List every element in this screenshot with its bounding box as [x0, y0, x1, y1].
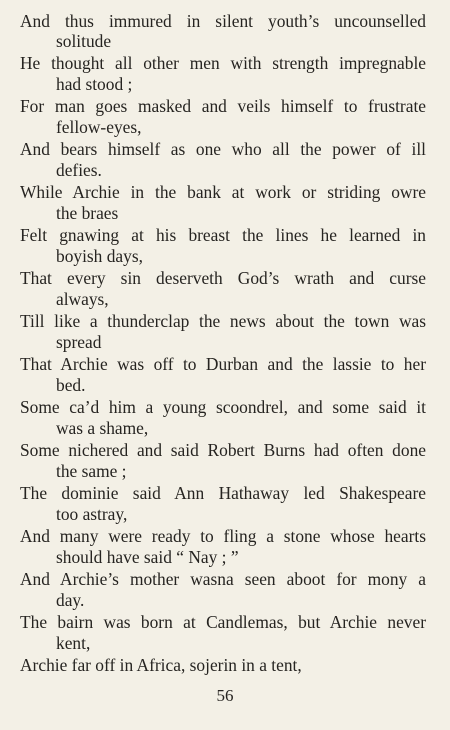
page-number: 56: [216, 686, 234, 705]
verse-line: The dominie said Ann Hathaway led Shakespeare: [20, 483, 426, 503]
verse-line: And Archie’s mother wasna seen aboot for mony a: [20, 569, 426, 589]
verse-line: Till like a thunderclap the news about the town was: [20, 311, 426, 331]
verse-line: That Archie was off to Durban and the lassie to her: [20, 354, 426, 374]
verse-continuation: too astray,: [56, 504, 128, 524]
verse-line: Felt gnawing at his breast the lines he learned in: [20, 225, 426, 245]
verse-line: While Archie in the bank at work or striding owre: [20, 182, 426, 202]
verse-line: And bears himself as one who all the power of ill: [20, 139, 426, 159]
verse-continuation: was a shame,: [56, 418, 149, 438]
verse-continuation: boyish days,: [56, 246, 143, 266]
verse-continuation: defies.: [56, 160, 102, 180]
verse-continuation: spread: [56, 332, 102, 352]
verse-line: That every sin deserveth God’s wrath and curse: [20, 268, 426, 288]
verse-line: The bairn was born at Candlemas, but Archie never: [20, 612, 426, 632]
verse-continuation: kent,: [56, 633, 91, 653]
verse-continuation: fellow-eyes,: [56, 117, 142, 137]
verse-line: And many were ready to fling a stone whose hearts: [20, 526, 426, 546]
verse-line: For man goes masked and veils himself to frustrate: [20, 96, 426, 116]
verse-line: He thought all other men with strength impregnable: [20, 53, 426, 73]
verse-line: Some ca’d him a young scoondrel, and some said it: [20, 397, 426, 417]
verse-continuation: bed.: [56, 375, 86, 395]
verse-continuation: the same ;: [56, 461, 127, 481]
verse-continuation: the braes: [56, 203, 119, 223]
verse-continuation: always,: [56, 289, 109, 309]
verse-continuation: had stood ;: [56, 74, 133, 94]
verse-line: And thus immured in silent youth’s uncounselled: [20, 11, 426, 31]
verse-continuation: should have said “ Nay ; ”: [56, 547, 239, 567]
verse-line: Archie far off in Africa, sojerin in a tent,: [20, 655, 302, 675]
verse-line: Some nichered and said Robert Burns had often done: [20, 440, 426, 460]
verse-continuation: solitude: [56, 31, 112, 51]
verse-continuation: day.: [56, 590, 85, 610]
